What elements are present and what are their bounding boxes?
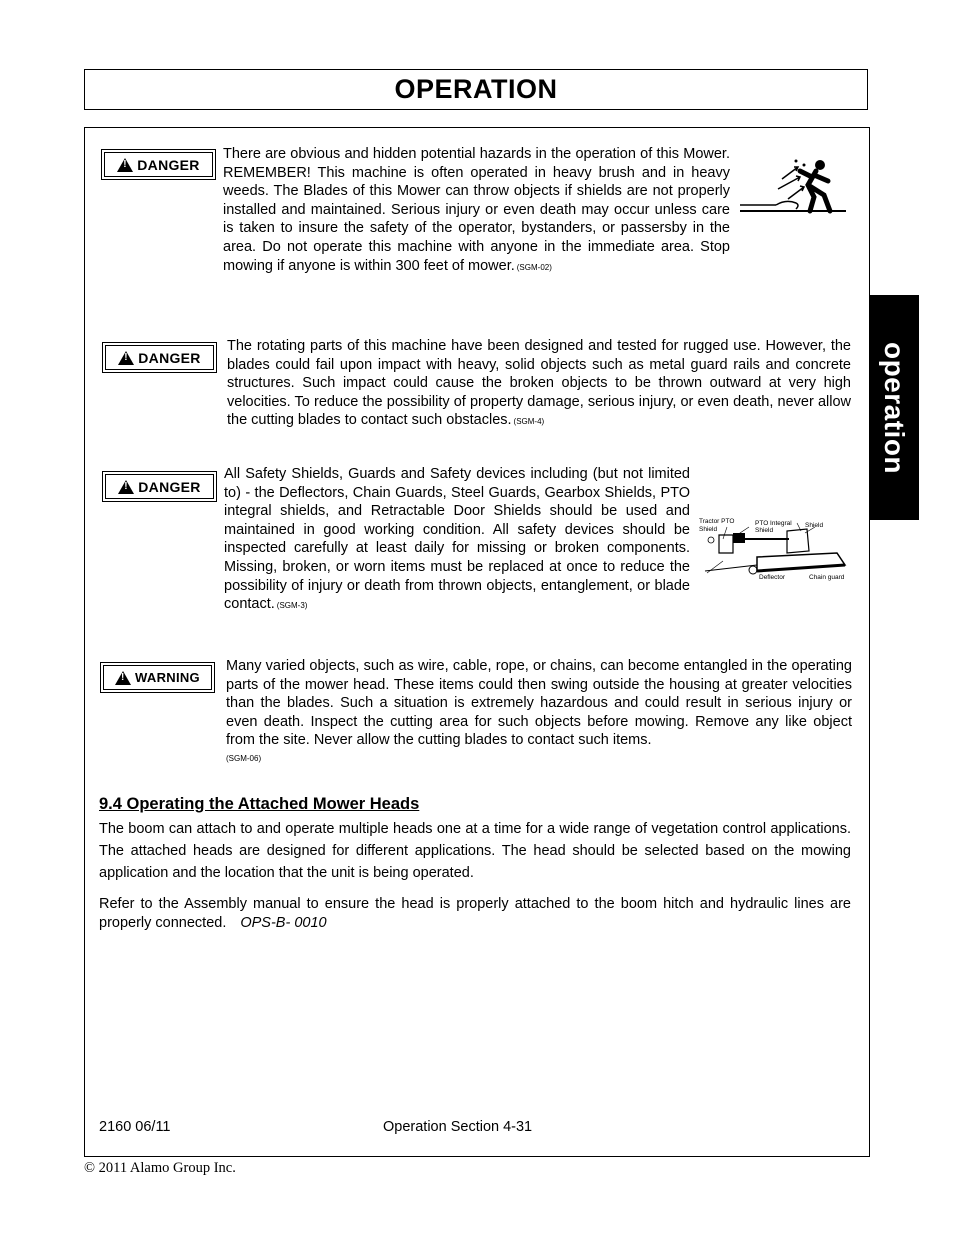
label-shield-right: Shield — [805, 522, 824, 529]
page-header — [84, 69, 868, 110]
footer-page-ref: Operation Section 4-31 — [383, 1119, 533, 1135]
warning-triangle-icon — [118, 351, 134, 365]
label-deflector: Deflector — [759, 574, 786, 581]
thrown-object-hazard-icon — [738, 155, 848, 220]
mower-shields-diagram — [697, 513, 857, 585]
danger-text-2: The rotating parts of this machine have been designed and tested for rugged use. However, the blades could fail upon impact with heavy, solid objects such as metal guard rails and concrete structures. Such impact could cause the broken objects to be thrown outward at very high velocities. To reduce the possibility of property damage, serious injury, or even death, never allow the cutting blades to contact such obstacles. (SGM-4) — [227, 338, 851, 429]
footer-model-date: 2160 06/11 — [99, 1119, 171, 1135]
warning-text-4: Many varied objects, such as wire, cable, rope, or chains, can become entangled in the operating parts of the mower head. These items could then swing outside the housing at greater velocities than the blades. Such a situation is extremely hazardous and could result in serious injury or even death. Inspect the cutting area for such objects before mowing. Remove any like object from the site. Never allow the cutting blades to contact such items. (SGM-06) — [226, 658, 852, 763]
label-pto-integral: PTO Integral — [755, 520, 792, 527]
section-paragraph-1: The boom can attach to and operate multiple heads one at a time for a wide range of vegetation control applications. The attached heads are designed for different applications. The head should be selected based on the mowing application and the location that the unit is being operated. — [99, 821, 851, 881]
side-tab-label: operation — [879, 341, 910, 474]
label-shield-mid: Shield — [755, 527, 774, 534]
warning-triangle-icon — [115, 671, 131, 685]
danger-text-1: There are obvious and hidden potential hazards in the operation of this Mower. REMEMBER! This machine is often operated in heavy brush and in heavy weeds. The Blades of this Mower can throw objects if shields are not properly installed and maintained. Serious injury or even death may occur unless care is taken to insure the safety of the operator, bystanders, or passersby in the area. Do not operate this machine with anyone in the immediate area. Stop mowing if anyone is within 300 feet of mower. (SGM-02) — [223, 146, 730, 274]
section-paragraph-2: Refer to the Assembly manual to ensure the head is properly attached to the boom hitch and hydraulic lines are properly connected. OPS-B- 0010 — [99, 896, 851, 931]
label-shield-left: Shield — [699, 526, 718, 533]
content-frame — [84, 127, 870, 1157]
danger-text-3: All Safety Shields, Guards and Safety devices including (but not limited to) - the Deflectors, Chain Guards, Steel Guards, Gearbox Shields, PTO integral shields, and Retractable Door Shields should be used and maintained in good working condition. All safety devices should be inspected carefully at least daily for missing or broken components. Missing, broken, or worn items must be replaced at once to reduce the possibility of injury or death from thrown objects, entanglement, or blade contact. (SGM-3) — [224, 466, 690, 613]
label-tractor-pto: Tractor PTO — [699, 518, 735, 525]
ops-reference: OPS-B- 0010 — [240, 914, 327, 931]
section-side-tab — [869, 295, 919, 520]
warning-triangle-icon — [117, 158, 133, 172]
danger-label-2: ! DANGER — [102, 342, 217, 373]
copyright: © 2011 Alamo Group Inc. — [84, 1160, 236, 1176]
label-chain-guard: Chain guard — [809, 574, 845, 581]
danger-label-3: ! DANGER — [102, 471, 217, 502]
danger-label-1: ! DANGER — [101, 149, 216, 180]
warning-triangle-icon — [118, 480, 134, 494]
section-heading: 9.4 Operating the Attached Mower Heads — [99, 795, 420, 813]
page-title: OPERATION — [394, 74, 558, 104]
warning-label-4: ! WARNING — [100, 662, 215, 693]
